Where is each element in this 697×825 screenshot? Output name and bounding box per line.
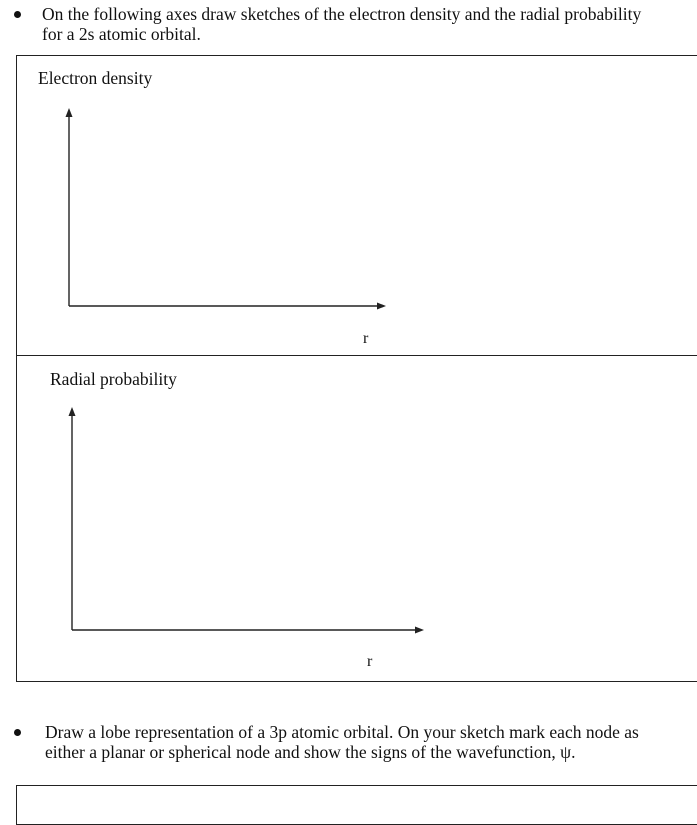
electron-density-y-arrow-icon — [66, 108, 73, 117]
orbital-sketch-answer-box[interactable] — [16, 785, 697, 825]
radial-probability-x-label: r — [367, 653, 373, 670]
electron-density-label: Electron density — [38, 68, 153, 88]
electron-density-x-arrow-icon — [377, 303, 386, 310]
radial-probability-answer-box[interactable] — [16, 355, 697, 682]
bullet-icon — [14, 11, 21, 18]
radial-probability-y-arrow-icon — [69, 407, 76, 416]
radial-probability-x-arrow-icon — [415, 627, 424, 634]
question-2-line-2: either a planar or spherical node and show the signs of the wavefunction, ψ. — [45, 742, 576, 762]
question-1-line-1: On the following axes draw sketches of the electron density and the radial probability — [42, 4, 642, 24]
electron-density-answer-box[interactable] — [16, 55, 697, 356]
bullet-icon — [14, 729, 21, 736]
electron-density-axes — [17, 56, 697, 357]
radial-probability-axes — [17, 356, 697, 683]
electron-density-x-label: r — [363, 330, 369, 347]
question-1-line-2: for a 2s atomic orbital. — [42, 24, 201, 44]
radial-probability-label: Radial probability — [50, 369, 177, 389]
question-1-text — [42, 4, 641, 44]
question-2-text — [45, 722, 639, 762]
question-2-line-1: Draw a lobe representation of a 3p atomic orbital. On your sketch mark each node as — [45, 722, 639, 742]
